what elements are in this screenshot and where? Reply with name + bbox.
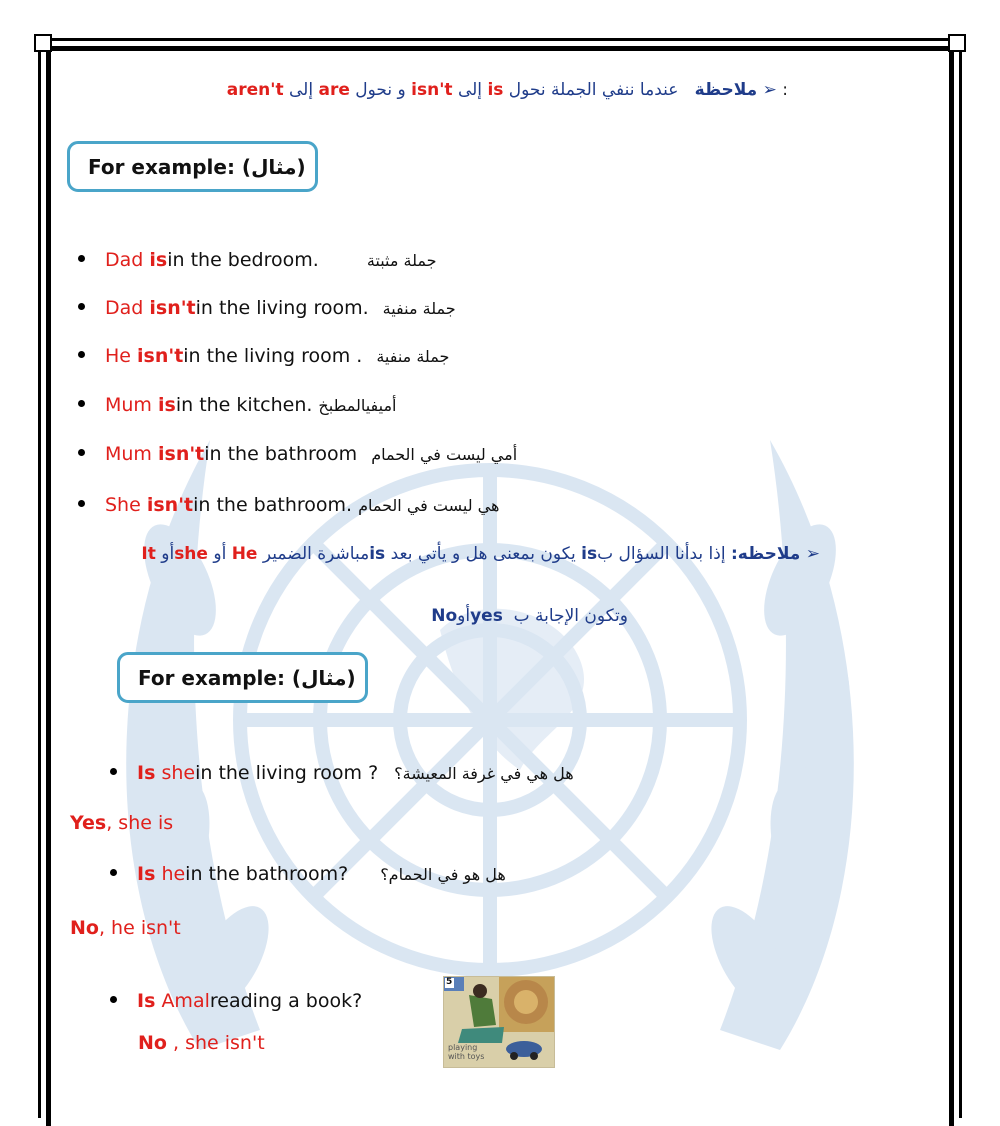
photo-corner-label: 5 — [446, 977, 453, 987]
statement-subject: She — [105, 494, 141, 516]
statement-subject: Mum — [105, 443, 152, 465]
question-rest: reading a book? — [209, 990, 363, 1012]
example-box-2 — [117, 652, 368, 703]
note-text-ila2: إلى — [289, 80, 314, 100]
statement-rest: in the bathroom. — [193, 494, 353, 516]
answer-word: Yes — [70, 812, 107, 834]
question-item — [110, 863, 506, 885]
question-subject: she — [161, 762, 196, 784]
bullet-icon — [78, 351, 85, 358]
photo-caption — [448, 1043, 484, 1061]
note-label: ملاحظه: — [730, 544, 801, 564]
example-box-label: For example: (مثال) — [88, 154, 306, 179]
answer-word: No — [70, 917, 99, 939]
answer-line — [138, 1032, 265, 1054]
note-text-part1: عندما ننفي الجملة نحول — [508, 80, 679, 100]
question-subject: he — [161, 863, 186, 885]
note-answers-line — [431, 606, 628, 626]
answer-rest: , she is — [106, 812, 174, 834]
note2-line2-text: وتكون الإجابة ب — [513, 606, 628, 626]
keyword-isnt: isn't — [411, 80, 453, 100]
statement-verb: isn't — [158, 443, 205, 465]
note2-aw1: أو — [213, 544, 227, 564]
statement-item — [78, 297, 456, 319]
keyword-are: are — [318, 80, 350, 100]
statement-arabic: جملة مثبتة — [366, 251, 437, 270]
statement-item — [78, 494, 499, 516]
answer-line — [70, 812, 173, 834]
statement-item — [78, 345, 449, 367]
statement-rest: in the bathroom — [204, 443, 358, 465]
statement-subject: Dad — [105, 297, 144, 319]
statement-arabic: أميفيالمطبخ — [318, 396, 397, 415]
keyword-he: He — [231, 544, 258, 564]
answer-line — [70, 917, 181, 939]
statement-arabic: هي ليست في الحمام — [358, 496, 500, 515]
note-text-part2: و نحول — [355, 80, 406, 100]
example-box-label: For example: (مثال) — [138, 665, 356, 690]
question-item — [110, 990, 362, 1012]
question-rest: in the bathroom? — [185, 863, 349, 885]
question-verb: Is — [137, 762, 156, 784]
note-label: ملاحظة — [694, 80, 758, 100]
question-subject: Amal — [161, 990, 210, 1012]
statement-verb: is — [158, 394, 176, 416]
example-box — [67, 141, 318, 192]
statement-arabic: جملة منفية — [382, 299, 456, 318]
bullet-icon — [110, 996, 117, 1003]
note2-text-part1: إذا بدأنا السؤال ب — [597, 544, 726, 564]
bullet-icon — [78, 255, 85, 262]
answer-rest: , she isn't — [166, 1032, 265, 1054]
keyword-is: is — [581, 544, 598, 564]
question-arabic: هل هو في الحمام؟ — [380, 865, 506, 884]
keyword-arent: aren't — [226, 80, 284, 100]
arrow-bullet-icon: ➢ — [762, 80, 777, 100]
statement-arabic: جملة منفية — [376, 347, 450, 366]
arrow-bullet-icon: ➢ — [805, 544, 820, 564]
answer-rest: , he isn't — [98, 917, 181, 939]
statement-verb: isn't — [137, 345, 184, 367]
bullet-icon — [110, 869, 117, 876]
statement-verb: is — [149, 249, 168, 271]
statement-item — [78, 249, 437, 271]
question-arabic: هل هي في غرفة المعيشة؟ — [394, 764, 574, 783]
statement-subject: Dad — [105, 249, 144, 271]
statement-rest: in the living room . — [183, 345, 363, 367]
note2-text-part2: يكون بمعنى هل و يأتي بعد — [390, 544, 576, 564]
keyword-it: It — [141, 544, 156, 564]
statement-subject: He — [105, 345, 131, 367]
bullet-icon — [78, 449, 85, 456]
bullet-icon — [110, 768, 117, 775]
note2-aw2: أو — [161, 544, 175, 564]
statement-verb: isn't — [146, 494, 194, 516]
keyword-yes: yes — [470, 606, 503, 626]
statement-item — [78, 443, 517, 465]
keyword-no: No — [431, 606, 458, 626]
question-verb: Is — [137, 990, 156, 1012]
statement-arabic: أمي ليست في الحمام — [371, 445, 518, 464]
playing-with-toys-illustration — [443, 976, 555, 1068]
note-colon: : — [782, 80, 788, 100]
keyword-is: is — [487, 80, 504, 100]
bullet-icon — [78, 303, 85, 310]
note-text-ila1: إلى — [457, 80, 483, 100]
question-item — [110, 762, 574, 784]
note-questions — [141, 544, 820, 564]
statement-subject: Mum — [105, 394, 152, 416]
photo-caption-line2: with toys — [448, 1052, 485, 1061]
statement-rest: in the bedroom. — [167, 249, 319, 271]
bullet-icon — [78, 400, 85, 407]
keyword-she: she — [174, 544, 208, 564]
statement-verb: isn't — [149, 297, 196, 319]
bullet-icon — [78, 500, 85, 507]
statement-rest: in the kitchen. — [175, 394, 313, 416]
photo-caption-line1: playing — [448, 1043, 478, 1052]
statement-rest: in the living room. — [195, 297, 369, 319]
note2-text-part3: مباشرة الضمير — [262, 544, 370, 564]
question-verb: Is — [137, 863, 156, 885]
question-rest: in the living room ? — [195, 762, 379, 784]
statement-item — [78, 394, 396, 416]
note2-aw3: أو — [457, 606, 471, 626]
answer-word: No — [138, 1032, 167, 1054]
note-negation — [227, 80, 788, 100]
keyword-is-2: is — [369, 544, 386, 564]
